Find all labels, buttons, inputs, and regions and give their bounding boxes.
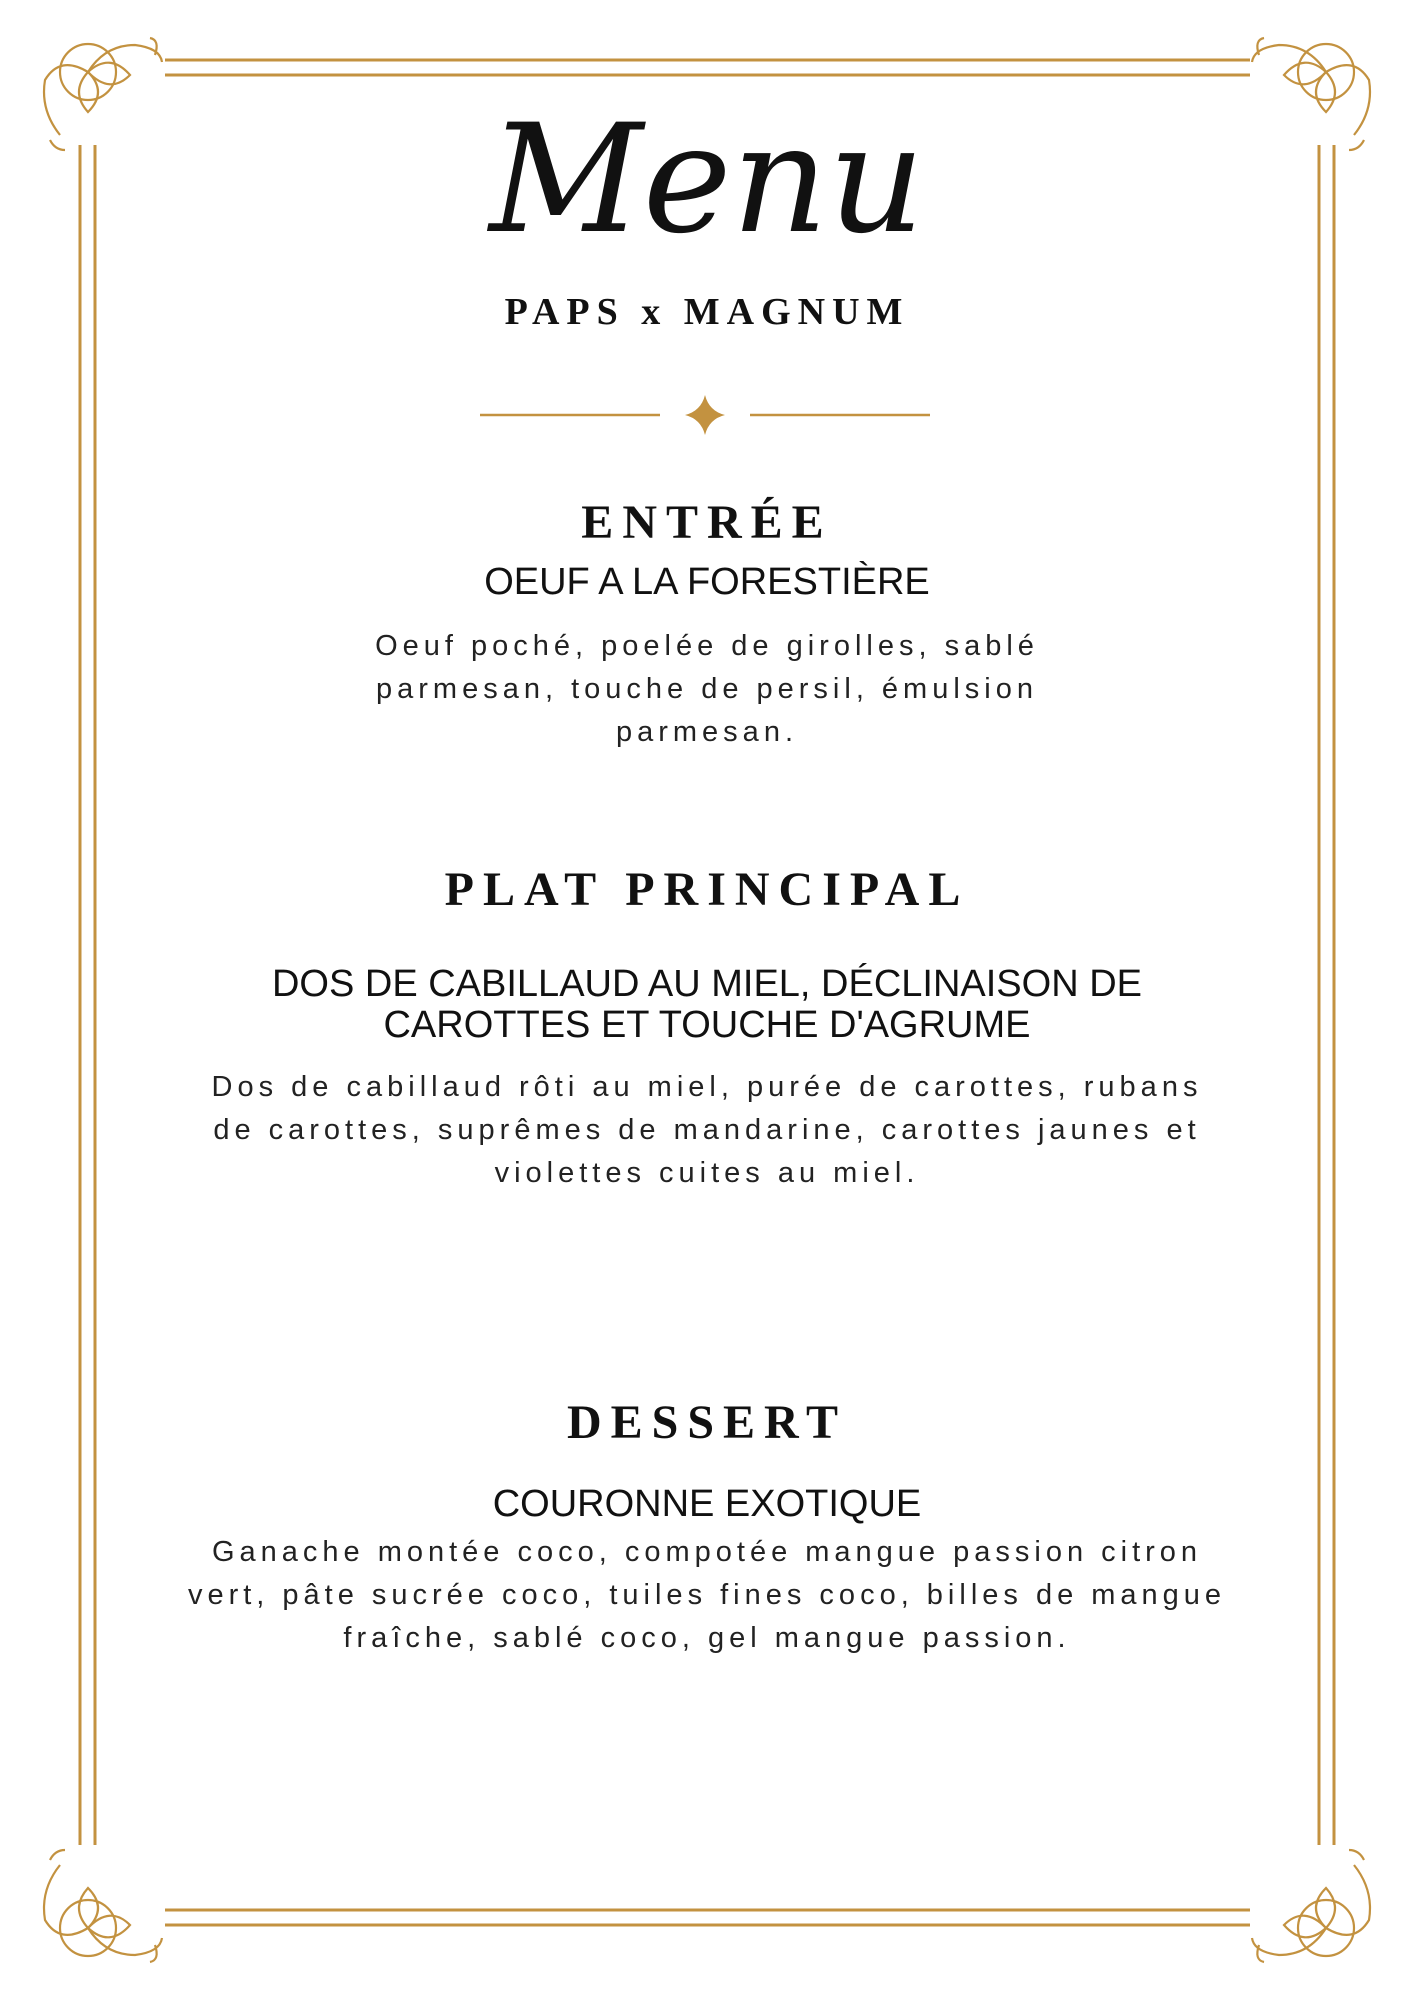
section-heading: ENTRÉE: [581, 496, 833, 549]
dish-name: COURONNE EXOTIQUE: [492, 1483, 922, 1525]
corner-ornament-icon: [44, 1850, 162, 1962]
dish-description: Dos de cabillaud rôti au miel, purée de carottes, rubans de carottes, suprêmes de mandarine, carottes jaunes et violettes cuites au miel.: [211, 1071, 1203, 1189]
section-heading: PLAT PRINCIPAL: [444, 863, 970, 916]
gold-divider: [480, 395, 930, 435]
menu-section-dessert: [0, 1395, 1414, 1660]
dish-description: Oeuf poché, poelée de girolles, sablé parmesan, touche de persil, émulsion parmesan.: [375, 630, 1039, 748]
menu-section-plat-principal: [0, 862, 1414, 1195]
dish-name: DOS DE CABILLAUD AU MIEL, DÉCLINAISON DE CAROTTES ET TOUCHE D'AGRUME: [271, 963, 1142, 1046]
menu-title: Menu: [489, 93, 925, 267]
corner-ornament-icon: [1252, 1850, 1370, 1962]
dish-description: Ganache montée coco, compotée mangue passion citron vert, pâte sucrée coco, tuiles fines coco, billes de mangue fraîche, sablé coco, gel mangue passion.: [187, 1536, 1227, 1654]
section-heading: DESSERT: [566, 1396, 848, 1449]
dish-name: OEUF A LA FORESTIÈRE: [484, 561, 930, 603]
menu-section-entree: [0, 495, 1414, 754]
menu-subtitle: PAPS x MAGNUM: [504, 291, 910, 333]
four-point-star-icon: [685, 395, 725, 435]
